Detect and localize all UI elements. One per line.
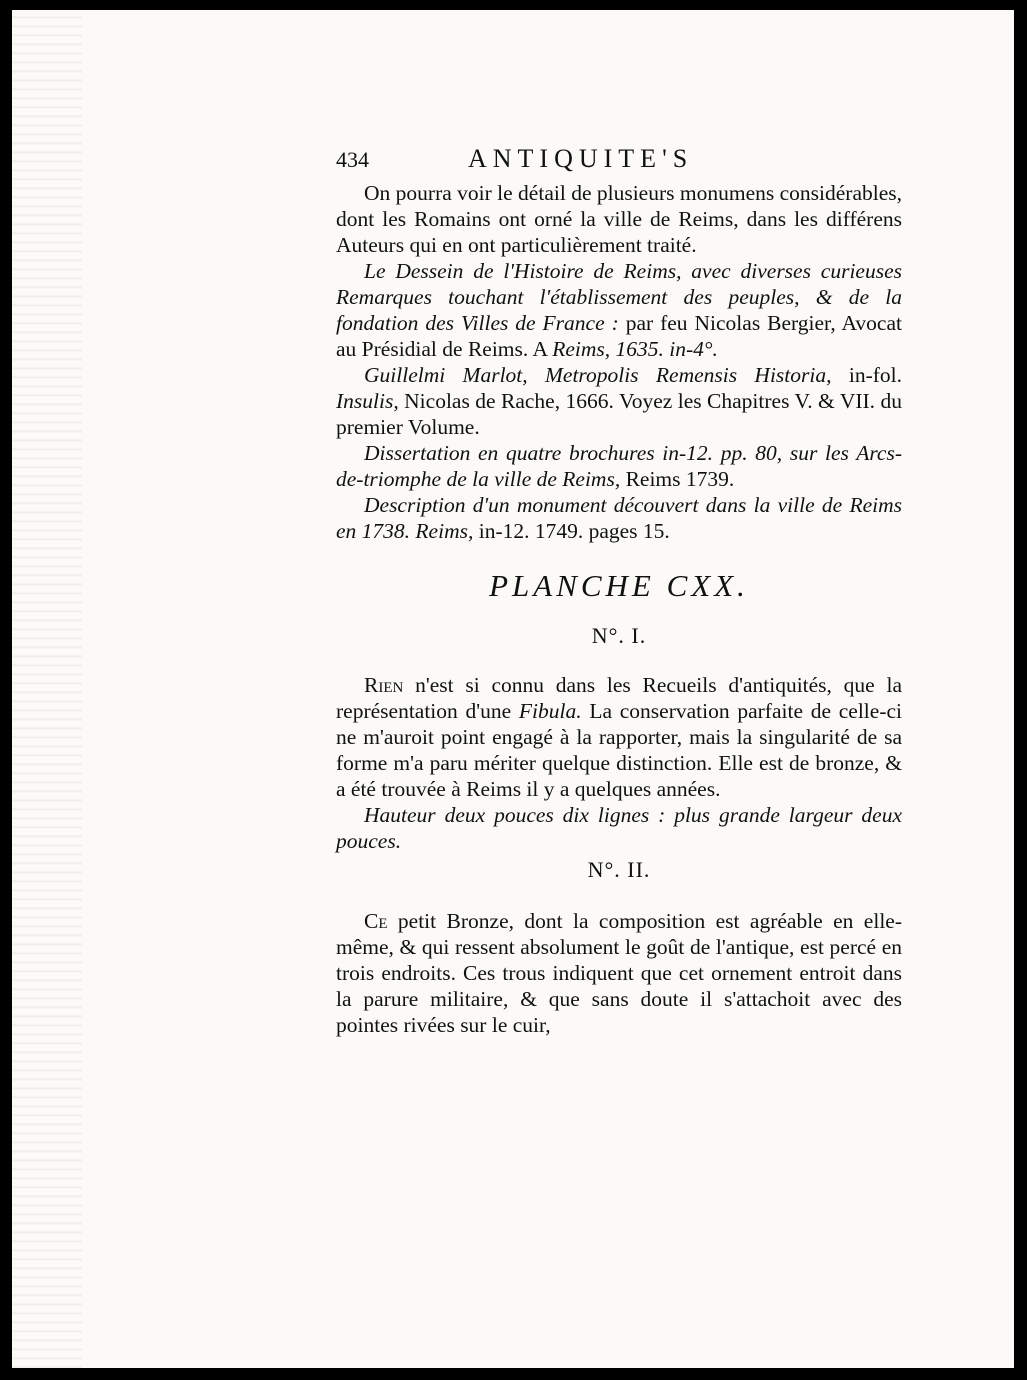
scan-edge-noise (12, 10, 82, 1368)
intro-paragraph: On pourra voir le détail de plusieurs monumens considérables, dont les Romains ont orné la ville de Reims, dans les différens Auteurs qui en ont particulièrement traité. (336, 181, 902, 257)
reference-2-format: in-fol. (831, 363, 902, 387)
reference-2 (336, 362, 902, 440)
reference-1-place: Reims, 1635. in-4°. (552, 337, 718, 361)
section-2-text: petit Bronze, dont la composition est agréable en elle-même, & qui ressent absolument le goût de l'antique, est percé en trois endroits. Ces trous indiquent que cet ornement entroit dans la parure militaire, & que sans doute il s'attachoit avec des pointes rivées sur le cuir, (336, 909, 902, 1037)
section-heading-2: N°. II. (587, 857, 651, 882)
reference-3-text: Reims 1739. (620, 467, 735, 491)
reference-4-text: in-12. 1749. pages 15. (473, 519, 670, 543)
text-block (336, 146, 902, 1038)
section-1-text-b: La conservation parfaite de celle-ci ne m'auroit point engagé à la rapporter, mais la singularité de sa forme m'a paru mériter quelque distinction. Elle est de bronze, & a été trouvée à Reims il y a quelques années. (336, 699, 902, 801)
reference-4-title: Description d'un monument découvert dans la ville de Reims en 1738. Reims, (336, 493, 902, 543)
section-1-text-a: n'est si connu dans les Recueils d'antiquités, que la représentation d'une (336, 673, 902, 723)
section-1-paragraph (336, 672, 902, 802)
section-heading-1: N°. I. (591, 623, 647, 648)
reference-1 (336, 258, 902, 362)
section-2-paragraph (336, 908, 902, 1038)
running-title: ANTIQUITE'S (468, 144, 694, 173)
plate-title: PLANCHE CXX. (489, 568, 749, 603)
reference-2-title: Guillelmi Marlot, Metropolis Remensis Historia, (364, 363, 832, 387)
running-head (336, 146, 902, 180)
reference-1-title: Le Dessein de l'Histoire de Reims, avec diverses curieuses Remarques touchant l'établissement des peuples, & de la fondation des Villes de France : (336, 259, 902, 335)
reference-3-title: Dissertation en quatre brochures in-12. pp. 80, sur les Arcs-de-triomphe de la ville de Reims, (336, 441, 902, 491)
reference-2-text: Nicolas de Rache, 1666. Voyez les Chapitres V. & VII. du premier Volume. (336, 389, 902, 439)
reference-3 (336, 440, 902, 492)
reference-4 (336, 492, 902, 544)
page-number: 434 (336, 147, 369, 172)
book-page (12, 10, 1014, 1368)
section-2-lead-word: Ce (364, 909, 388, 933)
reference-1-text: par feu Nicolas Bergier, Avocat au Présidial de Reims. A (336, 311, 902, 361)
section-1-dimensions: Hauteur deux pouces dix lignes : plus grande largeur deux pouces. (336, 803, 902, 853)
section-1-lead-word: Rien (364, 673, 404, 697)
section-1-italic-word: Fibula. (518, 699, 582, 723)
reference-2-place: Insulis, (336, 389, 399, 413)
